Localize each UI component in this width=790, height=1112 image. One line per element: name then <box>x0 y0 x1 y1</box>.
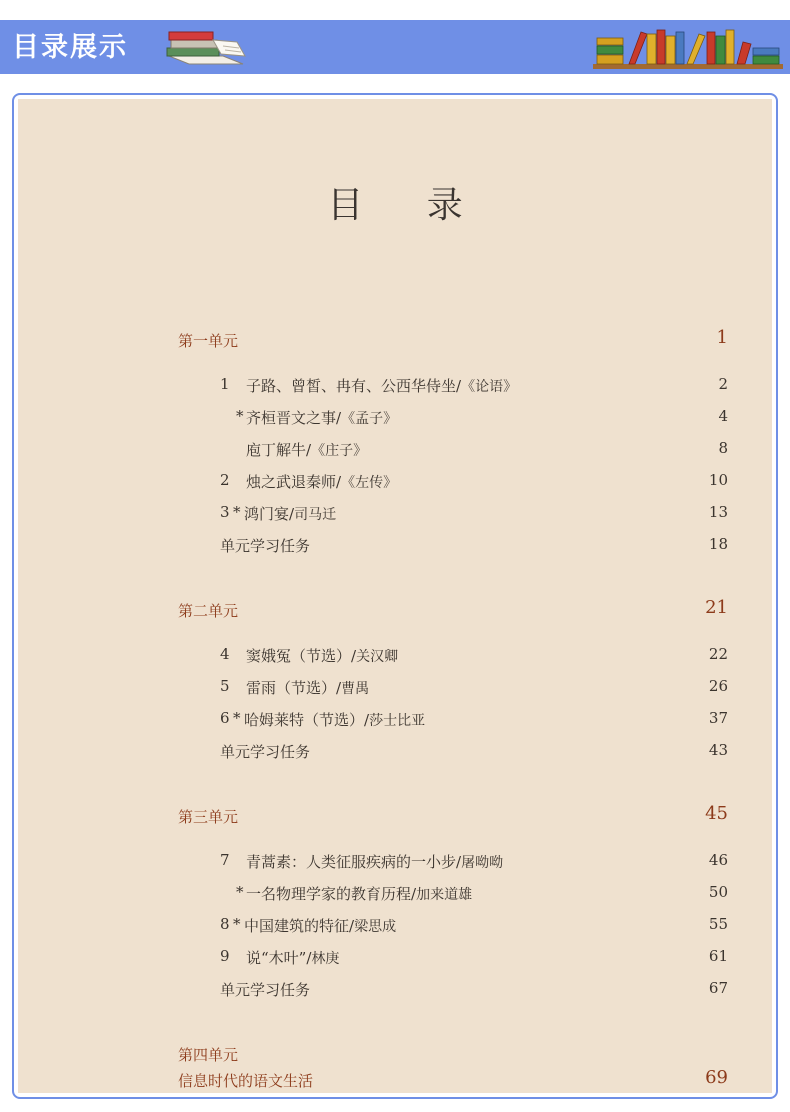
entry-author: 曹禺 <box>341 681 370 697</box>
banner-title: 目录展示 <box>12 32 128 63</box>
optional-star: * <box>236 883 244 901</box>
entry-page: 4 <box>718 407 728 425</box>
entry-author: 梁思成 <box>354 919 397 935</box>
page-title: 目 录 <box>327 185 489 226</box>
unit-page: 21 <box>705 597 728 618</box>
toc-page <box>18 99 772 1093</box>
unit-label: 第三单元 <box>178 808 239 826</box>
entry-title: 青蒿素：人类征服疾病的一小步/屠呦呦 <box>246 853 504 871</box>
unit-page: 1 <box>716 327 728 348</box>
entry-author: 《论语》 <box>461 379 518 395</box>
optional-star: * <box>233 503 241 521</box>
toc-entry <box>220 405 728 429</box>
entry-page: 61 <box>708 947 728 965</box>
toc-entry <box>220 881 728 905</box>
lesson-number: 2 <box>220 471 230 489</box>
unit-2-heading <box>178 597 728 621</box>
entry-page: 2 <box>718 375 728 393</box>
entry-page: 13 <box>708 503 728 521</box>
lesson-number: 1 <box>220 375 230 393</box>
entry-page: 8 <box>718 439 728 457</box>
entry-page: 55 <box>708 915 728 933</box>
entry-page: 43 <box>708 741 728 759</box>
lesson-number: 9 <box>220 947 230 965</box>
unit-page: 45 <box>705 803 728 824</box>
optional-star: * <box>233 709 241 727</box>
entry-page: 10 <box>708 471 728 489</box>
toc-entry <box>220 643 728 667</box>
entry-title: 单元学习任务 <box>220 743 311 761</box>
toc-entry <box>220 437 728 461</box>
entry-title: 说“木叶”/林庚 <box>246 949 340 967</box>
unit-4-label: 第四单元 <box>178 1046 239 1064</box>
entry-author: 加来道雄 <box>416 887 473 903</box>
entry-page: 18 <box>708 535 728 553</box>
entry-author: 《左传》 <box>341 475 398 491</box>
optional-star: * <box>236 407 244 425</box>
lesson-number: 8 <box>220 915 230 933</box>
entry-page: 26 <box>708 677 728 695</box>
toc-entry <box>220 469 728 493</box>
entry-title: 鸿门宴/司马迁 <box>244 505 337 523</box>
unit-label: 第一单元 <box>178 332 239 350</box>
toc-entry <box>220 533 728 557</box>
bookshelf-icon <box>593 26 783 70</box>
entry-title: 庖丁解牛/《庄子》 <box>246 441 368 459</box>
toc-entry <box>220 739 728 763</box>
unit-4-heading <box>178 1067 728 1091</box>
entry-page: 50 <box>708 883 728 901</box>
entry-page: 67 <box>708 979 728 997</box>
entry-author: 莎士比亚 <box>369 713 426 729</box>
entry-title: 单元学习任务 <box>220 981 311 999</box>
entry-author: 关汉卿 <box>356 649 399 665</box>
toc-entry <box>220 675 728 699</box>
lesson-number: 6 <box>220 709 230 727</box>
toc-entry <box>220 945 728 969</box>
unit-3-heading <box>178 803 728 827</box>
entry-page: 37 <box>708 709 728 727</box>
entry-author: 司马迁 <box>294 507 337 523</box>
lesson-number: 3 <box>220 503 230 521</box>
entry-author: 林庚 <box>311 951 340 967</box>
entry-title: 哈姆莱特（节选）/莎士比亚 <box>244 711 426 729</box>
entry-title: 单元学习任务 <box>220 537 311 555</box>
unit-page: 69 <box>705 1067 728 1088</box>
entry-title: 齐桓晋文之事/《孟子》 <box>246 409 398 427</box>
header-banner <box>0 20 790 74</box>
toc-entry <box>220 501 728 525</box>
stacked-books-icon <box>163 26 247 68</box>
lesson-number: 5 <box>220 677 230 695</box>
toc-entry <box>220 373 728 397</box>
lesson-number: 7 <box>220 851 230 869</box>
toc-entry <box>220 849 728 873</box>
entry-title: 窦娥冤（节选）/关汉卿 <box>246 647 399 665</box>
page-frame <box>12 93 778 1099</box>
unit-subtitle: 信息时代的语文生活 <box>178 1072 314 1090</box>
entry-title: 一名物理学家的教育历程/加来道雄 <box>246 885 473 903</box>
entry-author: 《孟子》 <box>341 411 398 427</box>
entry-page: 22 <box>708 645 728 663</box>
entry-title: 中国建筑的特征/梁思成 <box>244 917 397 935</box>
entry-title: 雷雨（节选）/曹禺 <box>246 679 370 697</box>
entry-author: 屠呦呦 <box>461 855 504 871</box>
entry-page: 46 <box>708 851 728 869</box>
entry-title: 烛之武退秦师/《左传》 <box>246 473 398 491</box>
entry-title: 子路、曾皙、冉有、公西华侍坐/《论语》 <box>246 377 518 395</box>
toc-entry <box>220 913 728 937</box>
entry-author: 《庄子》 <box>311 443 368 459</box>
unit-label: 第二单元 <box>178 602 239 620</box>
unit-1-heading <box>178 327 728 351</box>
toc-entry <box>220 707 728 731</box>
lesson-number: 4 <box>220 645 230 663</box>
optional-star: * <box>233 915 241 933</box>
toc-entry <box>220 977 728 1001</box>
